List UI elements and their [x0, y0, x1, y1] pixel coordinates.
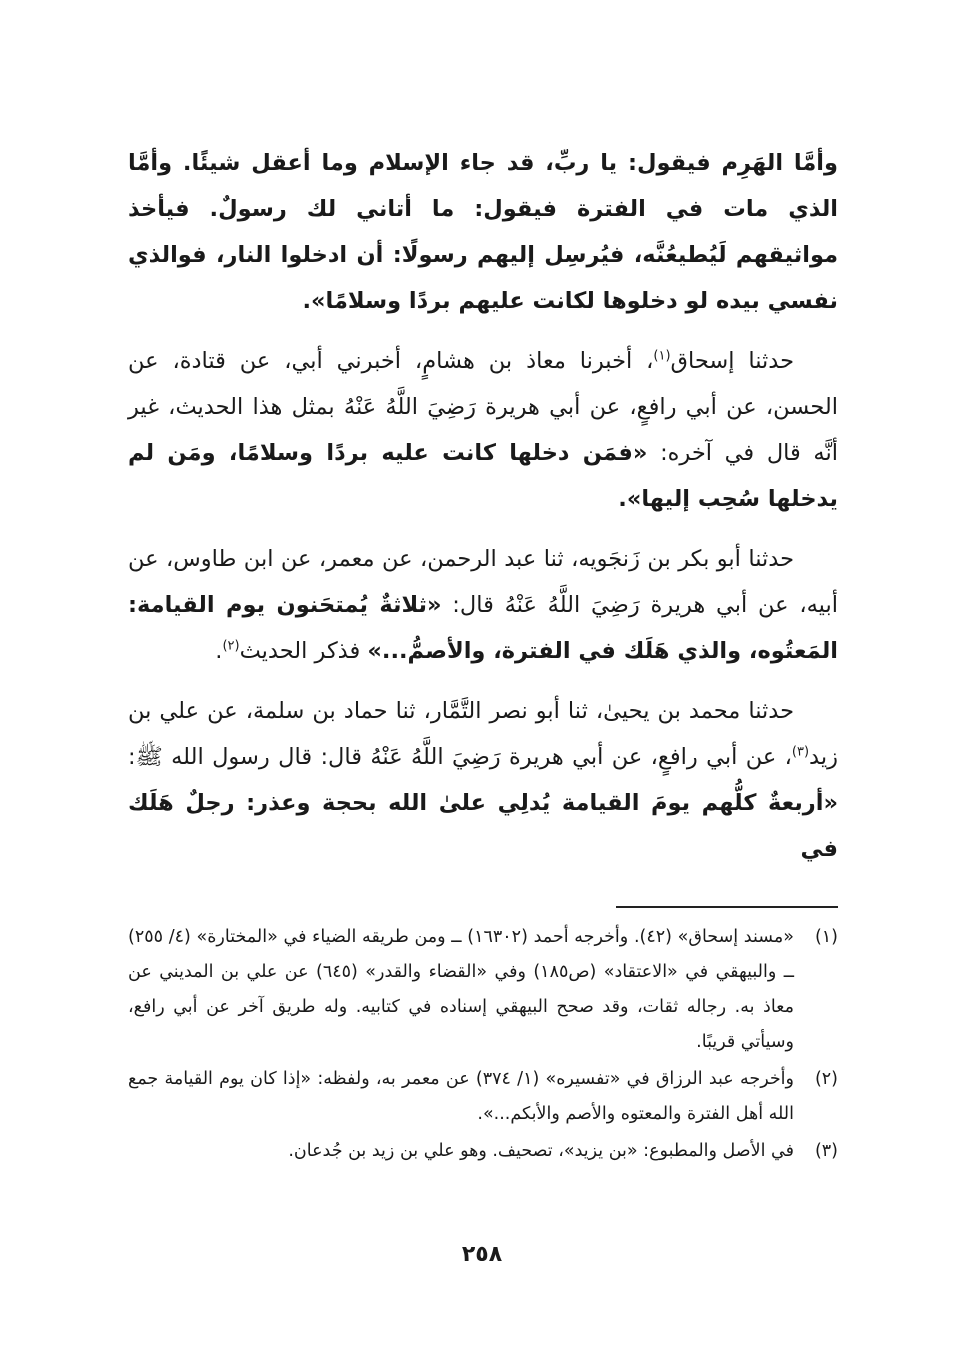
footnote-text: وأخرجه عبد الرزاق في «تفسيره» (١/ ٣٧٤) عن معمر به، ولفظه: «إذا كان يوم القيامة جمع الله أهل الفترة والمعتوه والأصم والأبكم...». [128, 1069, 794, 1124]
footnote-2 [128, 1062, 838, 1132]
paragraph-3-part3: . [215, 638, 223, 664]
footnotes [128, 920, 838, 1171]
paragraph-2-part1: حدثنا إسحاق [670, 348, 795, 374]
paragraph-4-quote: «أربعةٌ كلُّهم يومَ القيامة يُدلِي علىٰ الله بحجة وعذر: رجلٌ هَلَك في [128, 790, 838, 862]
footnote-text: «مسند إسحاق» (٤٢). وأخرجه أحمد (١٦٣٠٢) ــ ومن طريقه الضياء في «المختارة» (٤/ ٢٥٥) ــ والبيهقي في «الاعتقاد» (ص١٨٥) وفي «القضاء والقدر» (٦٤٥) عن علي بن المديني عن معاذ به. رجاله ثقات، وقد صحح البيهقي إسناده في كتابيه. وله طريق آخر عن أبي رافع، وسيأتي قريبًا. [128, 927, 794, 1052]
paragraph-1-text: وأمَّا الهَرِم فيقول: يا ربِّ، قد جاء الإسلام وما أعقل شيئًا. وأمَّا الذي مات في الفترة فيقول: ما أتاني لك رسولٌ. فيأخذ مواثيقهم لَيُطيعُنَّه، فيُرسِل إليهم رسولًا: أن ادخلوا النار، فوالذي نفسي بيده لو دخلوها لكانت عليهم بردًا وسلامًا». [128, 150, 838, 314]
paragraph-1 [128, 140, 838, 324]
footnote-1 [128, 920, 838, 1060]
footnote-ref-3[interactable]: (٣) [791, 744, 810, 760]
paragraph-2-quote: «فمَن دخلها كانت عليه بردًا وسلامًا، ومَن لم يدخلها سُحِب إليها». [128, 440, 838, 512]
paragraph-4-part1: حدثنا محمد بن يحيىٰ، ثنا أبو نصر التَّمَّار، ثنا حماد بن سلمة، عن علي بن زيد [128, 698, 838, 770]
main-text [128, 140, 838, 886]
footnote-number: (١) [814, 927, 838, 947]
paragraph-4 [128, 688, 838, 872]
footnote-separator [616, 906, 838, 908]
footnote-ref-2[interactable]: (٢) [222, 638, 240, 654]
paragraph-3 [128, 536, 838, 674]
footnote-number: (٢) [814, 1069, 838, 1089]
paragraph-3-part2: فذكر الحديث [239, 638, 368, 664]
paragraph-2 [128, 338, 838, 522]
footnote-number: (٣) [814, 1141, 838, 1161]
paragraph-2-part2: ، أخبرنا معاذ بن هشامٍ، أخبرني أبي، عن قتادة، عن الحسن، عن أبي رافعٍ، عن أبي هريرة رَضِيَ اللَّهُ عَنْهُ بمثل هذا الحديث، غير أنَّه قال في آخره: [128, 348, 838, 466]
footnote-text: في الأصل والمطبوع: «بن يزيد»، تصحيف. وهو علي بن زيد بن جُدعان. [288, 1141, 794, 1161]
page-number: ٢٥٨ [461, 1242, 503, 1267]
paragraph-4-part2: ، عن أبي رافعٍ، عن أبي هريرة رَضِيَ اللَّهُ عَنْهُ قال: قال رسول الله ﷺ: [128, 744, 792, 770]
paragraph-3-part1: حدثنا أبو بكر بن زَنجَويه، ثنا عبد الرحمن، عن معمر، عن ابن طاوس، عن أبيه، عن أبي هريرة رَضِيَ اللَّهُ عَنْهُ قال: [128, 546, 838, 618]
footnote-ref-1[interactable]: (١) [653, 348, 671, 364]
footnote-3 [128, 1134, 838, 1169]
paragraph-3-quote: «ثلاثةٌ يُمتحَنون يوم القيامة: المَعتُوه، والذي هَلَك في الفترة، والأصمُّ...» [128, 592, 838, 664]
